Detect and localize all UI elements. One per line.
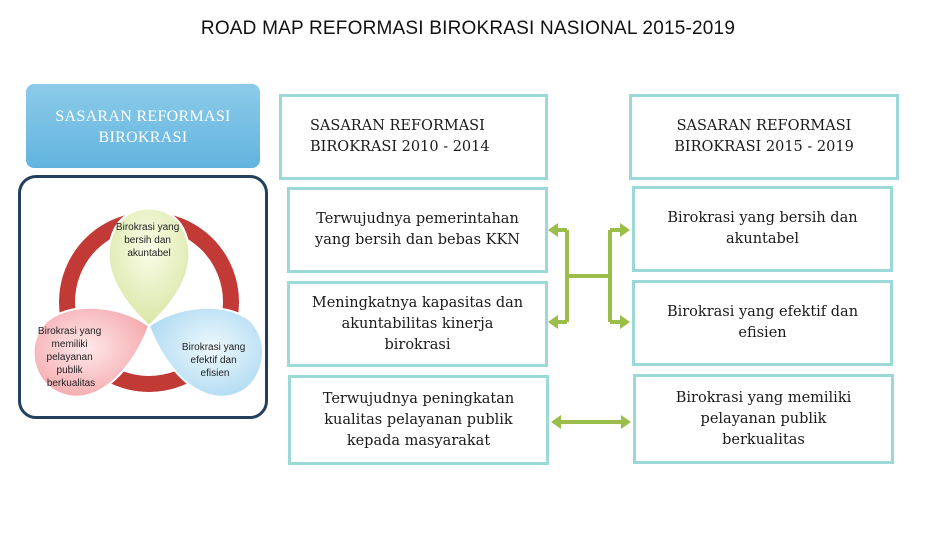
venn-left-line-2: memiliki	[51, 339, 88, 350]
arrowhead-row3-right	[621, 415, 631, 429]
goal-2015-3-line-3: berkualitas	[722, 431, 805, 448]
goal-2015-3-line-2: pelayanan publik	[700, 410, 827, 427]
header-2010-2014	[279, 94, 548, 180]
venn-left-line-5: berkualitas	[46, 378, 96, 389]
goal-2010-1-line-2: yang bersih dan bebas KKN	[315, 232, 520, 248]
goal-2015-3	[633, 374, 894, 464]
goal-2015-3-line-1: Birokrasi yang memiliki	[675, 389, 852, 406]
header-2015-2019	[629, 94, 899, 180]
arrowhead-row1-right	[620, 223, 630, 237]
goal-2010-3-line-3: kepada masyarakat	[346, 432, 491, 449]
page-title: ROAD MAP REFORMASI BIROKRASI NASIONAL 2015-2019	[200, 18, 736, 39]
header-2015-line-2: BIROKRASI 2015 - 2019	[674, 139, 854, 155]
left-header-line-2: BIROKRASI	[98, 129, 188, 146]
left-header-line-1: SASARAN REFORMASI	[55, 108, 231, 125]
goal-2015-2	[632, 280, 893, 366]
venn-left-line-4: publik	[56, 365, 83, 376]
goal-2015-1-line-2: akuntabel	[725, 231, 800, 247]
venn-top-line-1: Birokrasi yang	[115, 222, 180, 233]
arrowhead-row2-left	[548, 315, 558, 329]
arrowhead-row3-left	[551, 415, 561, 429]
arrowhead-row1-left	[548, 223, 558, 237]
header-2010-line-1: SASARAN REFORMASI	[310, 118, 485, 134]
goal-2010-3	[288, 375, 549, 465]
goal-2010-2-line-1: Meningkatnya kapasitas dan	[311, 294, 524, 311]
venn-top-line-3: akuntabel	[127, 248, 171, 259]
goal-2010-2-line-2: akuntabilitas kinerja	[341, 315, 494, 332]
header-2015-line-1: SASARAN REFORMASI	[676, 118, 852, 134]
goal-2010-2	[287, 281, 548, 367]
venn-right-line-2: efektif dan	[190, 355, 237, 366]
venn-left-line-1: Birokrasi yang	[37, 326, 102, 337]
header-2010-line-2: BIROKRASI 2010 - 2014	[310, 139, 490, 155]
goal-2015-1-line-1: Birokrasi yang bersih dan	[667, 210, 858, 226]
goal-2010-3-line-1: Terwujudnya peningkatan	[322, 390, 515, 407]
goal-2015-2-line-2: efisien	[738, 325, 787, 341]
goal-2010-1-line-1: Terwujudnya pemerintahan	[316, 211, 519, 227]
venn-right-line-3: efisien	[200, 368, 230, 379]
goal-2015-1	[632, 186, 893, 272]
goal-2010-1	[287, 187, 548, 273]
goal-2010-2-line-3: birokrasi	[384, 336, 451, 353]
venn-right-line-1: Birokrasi yang	[181, 342, 246, 353]
arrowhead-row2-right	[620, 315, 630, 329]
goal-2015-2-line-1: Birokrasi yang efektif dan	[666, 304, 859, 320]
venn-left-line-3: pelayanan	[46, 352, 93, 363]
venn-top-line-2: bersih dan	[124, 235, 171, 246]
goal-2010-3-line-2: kualitas pelayanan publik	[324, 411, 513, 428]
